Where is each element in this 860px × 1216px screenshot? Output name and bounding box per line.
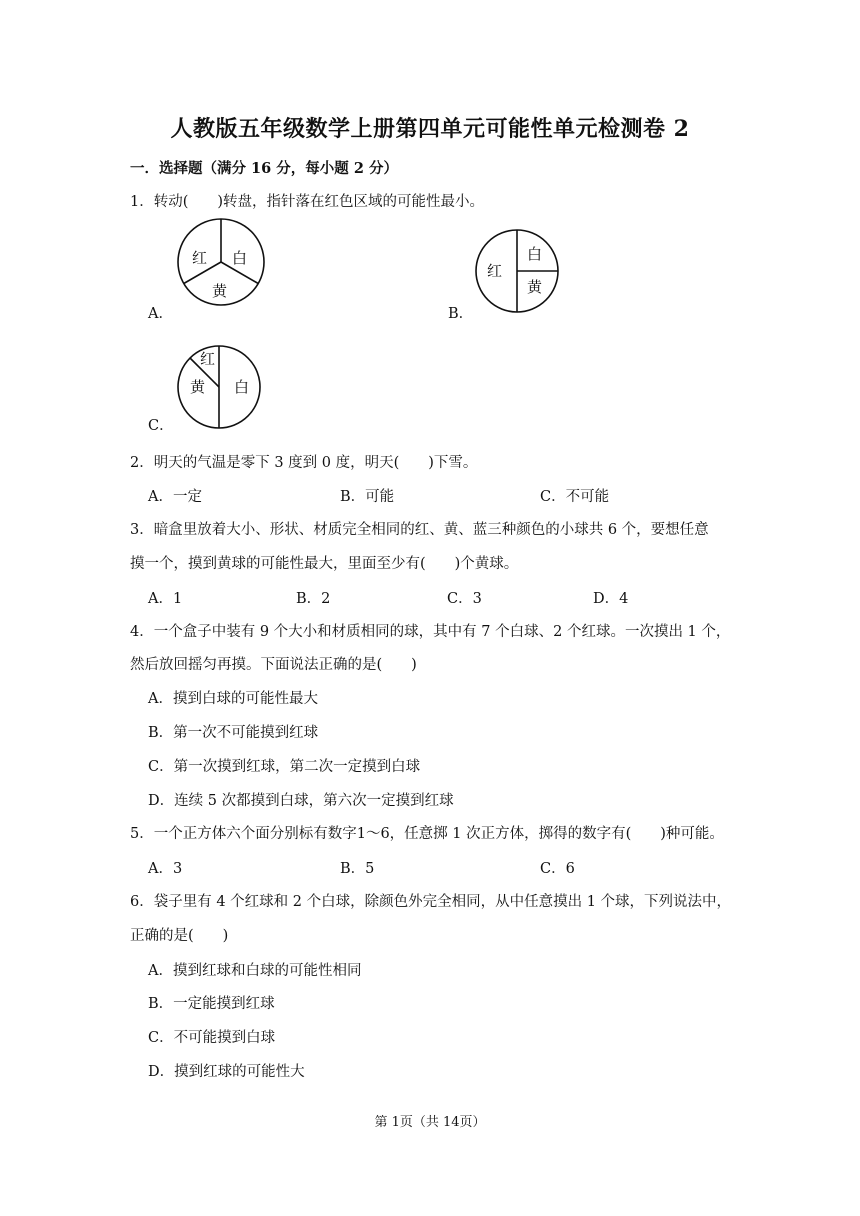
q5-option-a: A．3: [148, 861, 183, 877]
q5-option-c: C．6: [540, 861, 575, 877]
spinner-b-white-label: 白: [527, 245, 543, 263]
q3-option-a: A．1: [148, 591, 183, 607]
q1-option-c: C．: [148, 418, 174, 434]
spinner-c-red-label: 红: [200, 350, 216, 368]
spinner-a: [176, 217, 266, 311]
q6-option-d: D．摸到红球的可能性大: [148, 1064, 305, 1080]
q4-option-c: C．第一次摸到红球，第二次一定摸到白球: [148, 759, 421, 775]
spinner-a-yellow-label: 黄: [212, 282, 228, 300]
q2-option-a: A．一定: [148, 489, 202, 505]
question-3-line2: 摸一个，摸到黄球的可能性最大，里面至少有( )个黄球。: [130, 556, 519, 572]
q4-option-b: B．第一次不可能摸到红球: [148, 725, 319, 741]
q2-option-c: C．不可能: [540, 489, 610, 505]
question-6-line1: 6．袋子里有 4 个红球和 2 个白球，除颜色外完全相同，从中任意摸出 1 个球，下列说法中，: [130, 894, 732, 910]
spinner-c-white-label: 白: [234, 378, 250, 396]
question-6-line2: 正确的是( ): [130, 928, 229, 944]
page-title: 人教版五年级数学上册第四单元可能性单元检测卷 2: [170, 116, 690, 142]
spinner-a-white-label: 白: [232, 249, 248, 267]
q3-option-c: C．3: [447, 591, 482, 607]
q5-option-b: B．5: [340, 861, 375, 877]
q3-option-b: B．2: [296, 591, 331, 607]
page-footer: 第 1页（共 14页）: [374, 1115, 486, 1130]
spinner-c-yellow-label: 黄: [190, 378, 206, 396]
q6-option-c: C．不可能摸到白球: [148, 1030, 276, 1046]
q6-option-a: A．摸到红球和白球的可能性相同: [148, 963, 362, 979]
q3-option-d: D．4: [593, 591, 629, 607]
spinner-b-yellow-label: 黄: [527, 278, 543, 296]
q1-option-a: A．: [148, 306, 173, 322]
spinner-a-red-label: 红: [192, 249, 208, 267]
spinner-b: [474, 228, 560, 318]
question-1-text: 1．转动( )转盘，指针落在红色区域的可能性最小。: [130, 194, 485, 210]
section-heading: 一．选择题（满分 16 分，每小题 2 分）: [130, 160, 398, 177]
question-3-line1: 3．暗盒里放着大小、形状、材质完全相同的红、黄、蓝三种颜色的小球共 6 个，要想任意: [130, 522, 709, 538]
spinner-b-red-label: 红: [487, 262, 503, 280]
q2-option-b: B．可能: [340, 489, 395, 505]
question-2-text: 2．明天的气温是零下 3 度到 0 度，明天( )下雪。: [130, 455, 478, 471]
spinner-c: [176, 344, 262, 434]
question-5-text: 5．一个正方体六个面分别标有数字1～6，任意掷 1 次正方体，掷得的数字有( )种可能。: [130, 826, 724, 842]
question-4-line1: 4．一个盒子中装有 9 个大小和材质相同的球，其中有 7 个白球、2 个红球。一次摸出 1 个，: [130, 624, 731, 640]
q1-option-b: B．: [448, 306, 474, 322]
q6-option-b: B．一定能摸到红球: [148, 996, 275, 1012]
q4-option-d: D．连续 5 次都摸到白球，第六次一定摸到红球: [148, 793, 454, 809]
question-4-line2: 然后放回摇匀再摸。下面说法正确的是( ): [130, 657, 417, 673]
q4-option-a: A．摸到白球的可能性最大: [148, 691, 318, 707]
